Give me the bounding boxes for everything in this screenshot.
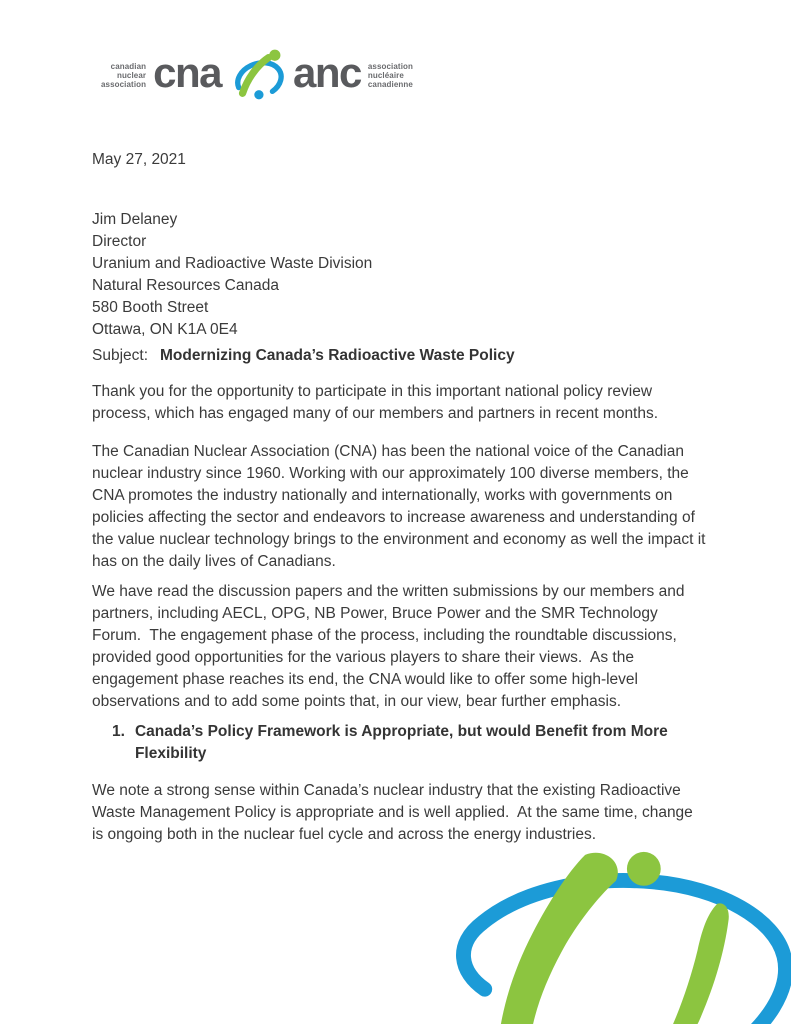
cna-wordmark: cna xyxy=(153,49,221,96)
subject-line xyxy=(92,345,708,367)
cna-atom-logo-icon xyxy=(230,46,284,104)
letterhead xyxy=(101,46,413,104)
letter-date: May 27, 2021 xyxy=(92,151,186,168)
letterhead-french-text xyxy=(368,62,413,89)
paragraph: We note a strong sense within Canada’s nuclear industry that the existing Radioactive Waste Management Policy is appropriate and is well applied. At the same time, change is ongoing both in the nuclear fuel cycle and across the energy industries. xyxy=(92,782,698,843)
letterhead-line: nucléaire xyxy=(367,70,404,80)
paragraph: We have read the discussion papers and the written submissions by our members and partners, including AECL, OPG, NB Power, Bruce Power and the SMR Technology Forum. The engagement phase of the process, including the roundtable discussions, provided good opportunities for the various players to share their views. As the engagement phase reaches its end, the CNA would like to offer some high-level observations and to add some points that, in our view, bear further emphasis. xyxy=(92,583,689,710)
anc-wordmark: anc xyxy=(293,49,361,96)
recipient-street: 580 Booth Street xyxy=(92,299,209,316)
paragraph: The Canadian Nuclear Association (CNA) has been the national voice of the Canadian nuclear industry since 1960. Working with our approximately 100 diverse members, the CNA promotes the industry nationally and internationally, works with governments on policies affecting the sector and endeavors to increase awareness and understanding of the value nuclear technology brings to the environment and economy as well the impact it has on the daily lives of Canadians. xyxy=(92,443,710,570)
recipient-organization: Natural Resources Canada xyxy=(92,277,279,294)
recipient-city: Ottawa, ON K1A 0E4 xyxy=(92,321,238,338)
section-heading-text: Canada’s Policy Framework is Appropriate, but would Benefit from More Flexibility xyxy=(134,723,668,762)
letterhead-english-text xyxy=(101,62,146,89)
brand-swoosh-icon xyxy=(433,829,791,1024)
letterhead-line: nuclear xyxy=(116,70,147,80)
recipient-title: Director xyxy=(92,233,147,250)
subject-text: Modernizing Canada’s Radioactive Waste Policy xyxy=(160,347,515,364)
recipient-address xyxy=(92,209,708,341)
section-heading xyxy=(112,721,692,765)
section-number: 1. xyxy=(112,723,125,740)
letterhead-line: canadienne xyxy=(367,79,413,89)
paragraph: Thank you for the opportunity to participate in this important national policy review process, which has engaged many of our members and partners in recent months. xyxy=(92,383,659,422)
recipient-name: Jim Delaney xyxy=(92,211,178,228)
letterhead-line: association xyxy=(101,79,147,89)
letterhead-line: canadian xyxy=(110,61,147,71)
letterhead-line: association xyxy=(367,61,413,71)
recipient-division: Uranium and Radioactive Waste Division xyxy=(92,255,373,272)
subject-label: Subject: xyxy=(92,347,149,364)
